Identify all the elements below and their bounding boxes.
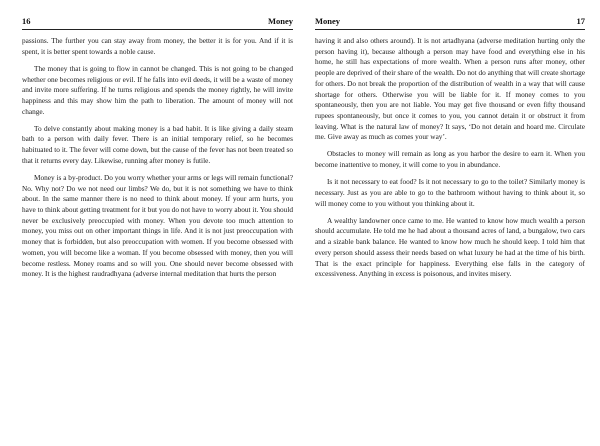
- right-page-header: [315, 16, 585, 30]
- right-paragraph-4: A wealthy landowner once came to me. He wanted to know how much wealth a person should accumulate. He told me he had about a thousand acres of land, a bungalow, two cars and a sizable bank balance. He wanted to know how much he should keep. I told him that every person should assess their needs based on what luxury he had at the time of his birth. That is the exact principle for happiness. Everything else falls in the category of excessiveness. Anything in excess is poisonous, and invites misery.: [315, 215, 585, 279]
- left-page: [22, 0, 293, 446]
- left-paragraph-3: To delve constantly about making money is a bad habit. It is like giving a daily steam bath to a person with daily fever. There is an initial temporary relief, so he becomes habituated to it. The fever will come down, but the cause of the fever has not been treated so that it returns every day. Likewise, running after money is futile.: [22, 123, 293, 165]
- right-header-rule: [315, 29, 585, 30]
- right-page-body: [315, 36, 585, 286]
- left-paragraph-1: passions. The further you can stay away from money, the better it is for you. And if it is spent, it is better spent towards a noble cause.: [22, 36, 293, 56]
- right-paragraph-1: having it and also others around). It is not artadhyana (adverse meditation hurting only the person having it), because although a person may have food and everything else in his home, he still has expectations of more wealth. When a person runs after money, other people are deprived of their share of the wealth. Do not do anything that will create shortage for others. Do not break the proportion of the distribution of wealth in a way that will cause shortage for others. Otherwise you will be liable for it. If money comes to you spontaneously, then you are not liable. You may get five thousand or even fifty thousand rupees spontaneously, but once it comes to you, you cannot detain it or obstruct it from leaving. What is the natural law of money? It says, ‘Do not detain and hoard me. Circulate me. Give away as much as comes your way’.: [315, 36, 585, 142]
- left-page-number: 16: [22, 16, 31, 26]
- left-paragraph-2: The money that is going to flow in cannot be changed. This is not going to be changed whether one becomes religious or evil. If he falls into evil deeds, it will be a waste of money and invite more suffering. If he turns religious and spends the money rightly, he will invite happiness and this may show him the path to liberation. The amount of money will not change.: [22, 63, 293, 116]
- right-paragraph-2: Obstacles to money will remain as long as you harbor the desire to earn it. When you become inattentive to money, it will come to you in abundance.: [315, 149, 585, 170]
- left-header-rule: [22, 29, 293, 30]
- right-page-number: 17: [576, 16, 585, 26]
- left-page-header: [22, 16, 293, 30]
- right-running-head: Money: [315, 16, 341, 26]
- left-page-body: [22, 36, 293, 286]
- left-paragraph-4: Money is a by-product. Do you worry whether your arms or legs will remain functional? No. Why not? Do we not need our limbs? We do, but it is not something we have to think about. In the same manner there is no need to think about money. If your arm hurts, you have to think about getting treatment for it but you do not have to worry about it. You should never be exclusively preoccupied with money. When you devote too much attention to money, you miss out on other important things in life. And it is not just preoccupation with money that is forbidden, but also preoccupation with women. If you become obsessed with women, you will become like a woman. If you become obsessed with money, then you will become restless. Money roams and so will you. One should never become obsessed with money. It is the highest raudradhyana (adverse internal meditation that hurts the person: [22, 172, 293, 279]
- left-running-head: Money: [267, 16, 293, 26]
- right-paragraph-3: Is it not necessary to eat food? Is it not necessary to go to the toilet? Similarly money is necessary. Just as you are able to go to the bathroom without having to think about it, so will money come to you without you thinking about it.: [315, 177, 585, 208]
- right-page: [315, 0, 585, 446]
